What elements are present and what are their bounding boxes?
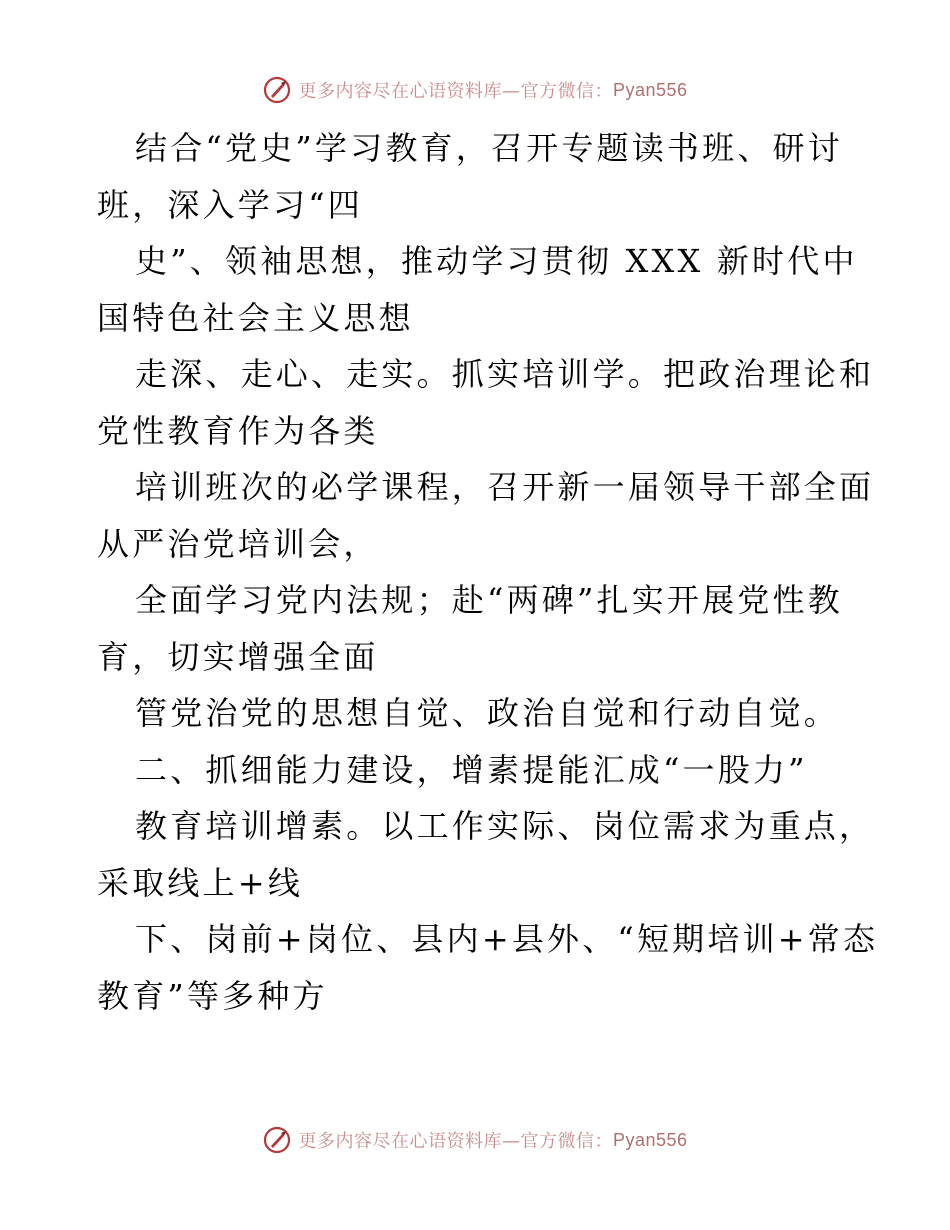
- quill-circle-logo-icon: [262, 1125, 292, 1155]
- paragraph-line: 史”、领袖思想，推动学习贯彻 XXX 新时代中: [135, 242, 858, 280]
- watermark-text: 更多内容尽在心语资料库—官方微信：: [298, 81, 613, 102]
- paragraph-line: 党性教育作为各类: [97, 411, 379, 450]
- paragraph-line: 走深、走心、走实。抓实培训学。把政治理论和: [135, 355, 875, 393]
- watermark-text: 更多内容尽在心语资料库—官方微信：: [298, 1131, 613, 1152]
- paragraph-line: 教育”等多种方: [97, 976, 328, 1015]
- quill-circle-logo-icon: [262, 75, 292, 105]
- paragraph-line: 全面学习党内法规；赴“两碑”扎实开展党性教: [135, 581, 843, 619]
- paragraph-line: 班，深入学习“四: [97, 185, 363, 224]
- paragraph-line: 从严治党培训会，: [97, 524, 379, 563]
- header-watermark: [0, 72, 950, 108]
- paragraph-line: 育，切实增强全面: [97, 637, 379, 676]
- section-heading: 二、抓细能力建设，增素提能汇成“一股力”: [135, 750, 808, 789]
- watermark-wechat-id: Pyan556: [612, 1129, 688, 1150]
- paragraph-line: 培训班次的必学课程，召开新一届领导干部全面: [135, 468, 875, 506]
- watermark-wechat-id: Pyan556: [612, 79, 688, 100]
- paragraph-line: 结合“党史”学习教育，召开专题读书班、研讨: [135, 129, 843, 167]
- paragraph-line: 下、岗前+岗位、县内+县外、“短期培训+常态: [135, 920, 879, 958]
- footer-watermark: [0, 1122, 950, 1158]
- paragraph-line: 管党治党的思想自觉、政治自觉和行动自觉。: [135, 694, 840, 732]
- paragraph-line: 国特色社会主义思想: [97, 298, 414, 337]
- document-body: [97, 120, 879, 1024]
- paragraph-line: 采取线上+线: [97, 863, 304, 902]
- paragraph-line: 教育培训增素。以工作实际、岗位需求为重点，: [135, 807, 875, 845]
